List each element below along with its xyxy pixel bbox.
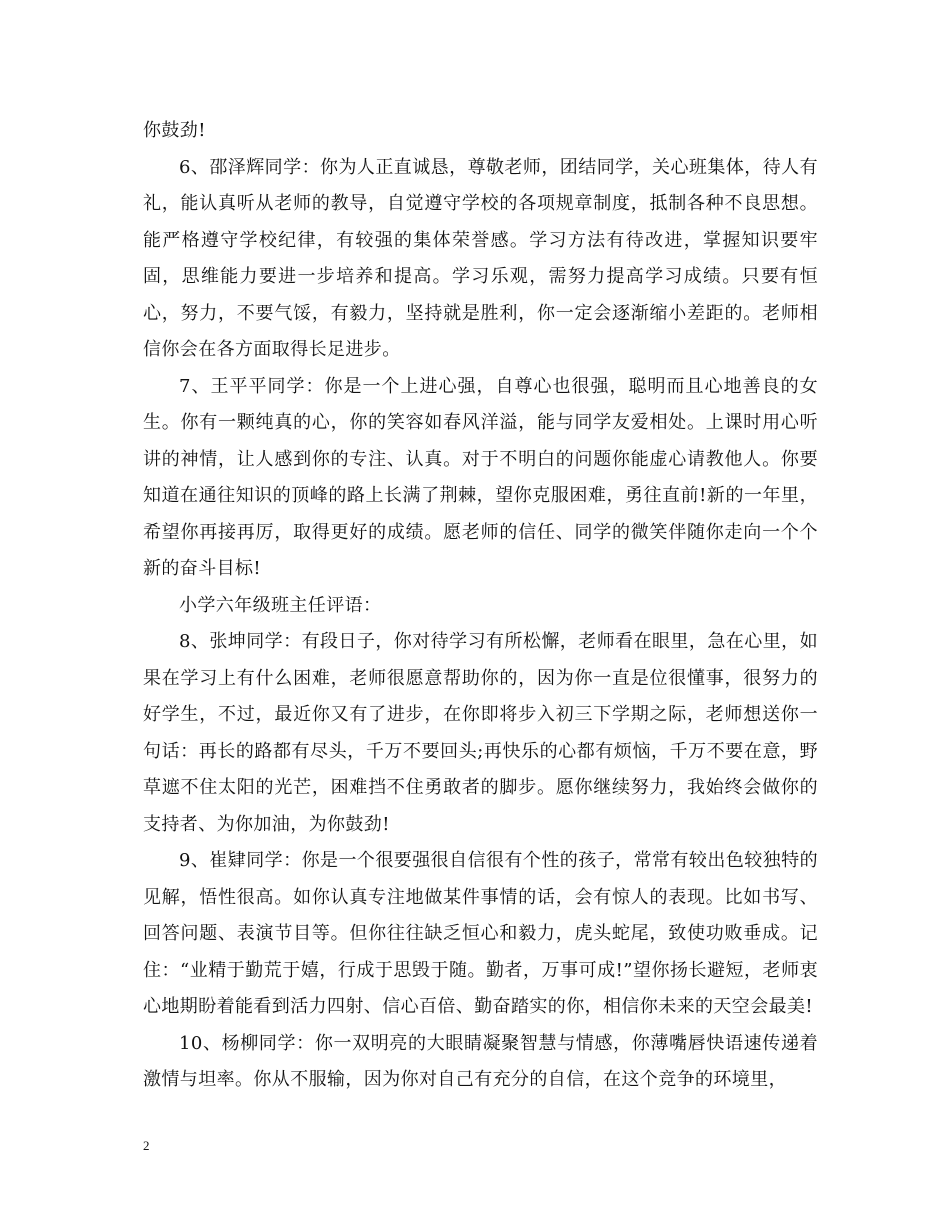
paragraph-comment-8: 8、张坤同学：有段日子，你对待学习有所松懈，老师看在眼里，急在心里，如果在学习上有什么困难，老师很愿意帮助你的，因为你一直是位很懂事，很努力的好学生，不过，最近你又有了进步，在你即将步入初三下学期之际，老师想送你一句话：再长的路都有尽头，千万不要回头;再快乐的心都有烦恼，千万不要在意，野草遮不住太阳的光芒，困难挡不住勇敢者的脚步。愿你继续努力，我始终会做你的支持者、为你加油，为你鼓劲! — [143, 631, 818, 835]
paragraph-continuation: 你鼓劲! — [143, 120, 206, 141]
section-heading: 小学六年级班主任评语： — [179, 594, 382, 616]
paragraph-comment-9: 9、崔肄同学：你是一个很要强很自信很有个性的孩子，常常有较出色较独特的见解，悟性很高。如你认真专注地做某件事情的话，会有惊人的表现。比如书写、回答问题、表演节目等。但你往往缺乏恒心和毅力，虎头蛇尾，致使功败垂成。记住：“业精于勤荒于嬉，行成于思毁于随。勤者，万事可成!”望你扬长避短，老师衷心地期盼着能看到活力四射、信心百倍、勤奋踏实的你，相信你未来的天空会最美! — [143, 850, 818, 1017]
paragraph-comment-10: 10、杨柳同学：你一双明亮的大眼睛凝聚智慧与情感，你薄嘴唇快语速传递着激情与坦率。你从不服输，因为你对自己有充分的自信，在这个竞争的环境里， — [143, 1032, 818, 1090]
document-body — [143, 113, 818, 1099]
page-number: 2 — [143, 1138, 150, 1153]
paragraph-comment-6: 6、邵泽辉同学：你为人正直诚恳，尊敬老师，团结同学，关心班集体，待人有礼，能认真听从老师的教导，自觉遵守学校的各项规章制度，抵制各种不良思想。能严格遵守学校纪律，有较强的集体荣誉感。学习方法有待改进，掌握知识要牢固，思维能力要进一步培养和提高。学习乐观，需努力提高学习成绩。只要有恒心，努力，不要气馁，有毅力，坚持就是胜利，你一定会逐渐缩小差距的。老师相信你会在各方面取得长足进步。 — [143, 156, 818, 360]
paragraph-comment-7: 7、王平平同学：你是一个上进心强，自尊心也很强，聪明而且心地善良的女生。你有一颗纯真的心，你的笑容如春风洋溢，能与同学友爱相处。上课时用心听讲的神情，让人感到你的专注、认真。对于不明白的问题你能虚心请教他人。你要知道在通往知识的顶峰的路上长满了荆棘，望你克服困难，勇往直前!新的一年里，希望你再接再厉，取得更好的成绩。愿老师的信任、同学的微笑伴随你走向一个个新的奋斗目标! — [143, 375, 818, 579]
